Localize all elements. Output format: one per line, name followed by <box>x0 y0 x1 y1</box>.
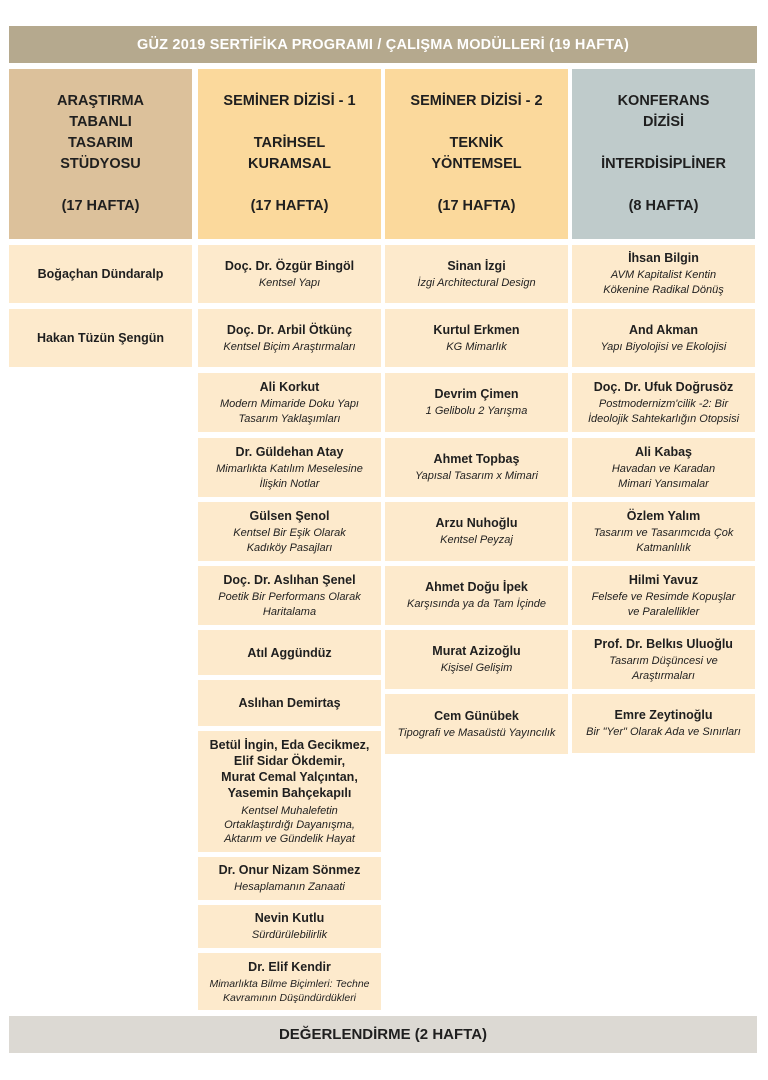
seminar1-item <box>198 566 381 625</box>
seminar1-item <box>198 680 381 726</box>
header-line: STÜDYOSU <box>60 156 141 172</box>
speaker-name: Gülsen Şenol <box>249 508 330 523</box>
seminar2-item <box>385 694 568 754</box>
talk-topic: Kentsel Yapı <box>258 276 321 289</box>
topic-line: Felsefe ve Resimde Kopuşlar <box>591 590 736 603</box>
talk-topic: Yapısal Tasarım x Mimari <box>415 470 538 482</box>
seminar1-item <box>198 245 381 303</box>
talk-topic <box>609 654 717 684</box>
topic-line: AVM Kapitalist Kentin <box>610 269 717 281</box>
seminar1-item <box>198 373 381 432</box>
speaker-name: Kurtul Erkmen <box>433 322 520 337</box>
speaker-name: Ali Korkut <box>259 379 320 394</box>
talk-topic <box>588 397 739 427</box>
name-line: Murat Cemal Yalçıntan, <box>221 770 358 784</box>
speaker-name: Atıl Aggündüz <box>247 645 332 660</box>
header-line: DİZİSİ <box>642 114 685 130</box>
speaker-name: Emre Zeytinoğlu <box>614 708 713 722</box>
studio-name: Boğaçhan Dündaralp <box>37 267 164 281</box>
conference-item <box>572 373 755 432</box>
conference-item <box>572 438 755 497</box>
program-title-bar <box>9 26 757 63</box>
evaluation-bar <box>9 1016 757 1053</box>
evaluation-label: DEĞERLENDİRME (2 HAFTA) <box>278 1026 488 1043</box>
speaker-name: Doç. Dr. Özgür Bingöl <box>224 258 355 273</box>
talk-topic <box>209 977 369 1005</box>
topic-line: Kökenine Radikal Dönüş <box>603 284 724 296</box>
speaker-name: Doç. Dr. Arbil Ötkünç <box>226 322 353 337</box>
talk-topic <box>224 804 355 846</box>
topic-line: İlişkin Notlar <box>259 477 320 490</box>
header-line: TEKNİK <box>449 135 504 151</box>
conference-item <box>572 245 755 303</box>
talk-topic: Bir "Yer" Olarak Ada ve Sınırları <box>586 726 741 738</box>
column-header-seminar-1 <box>198 69 381 239</box>
seminar2-item <box>385 373 568 432</box>
seminar1-item <box>198 857 381 900</box>
topic-line: Katmanlılık <box>636 541 691 554</box>
topic-line: Aktarım ve Gündelik Hayat <box>224 833 355 845</box>
topic-line: Tasarım ve Tasarımcıda Çok <box>593 526 734 539</box>
speaker-name: Dr. Güldehan Atay <box>235 444 344 459</box>
seminar2-item <box>385 438 568 497</box>
topic-line: Modern Mimaride Doku Yapı <box>220 397 359 410</box>
talk-topic <box>220 397 359 427</box>
speaker-name: Hilmi Yavuz <box>628 572 699 587</box>
seminar1-item <box>198 731 381 852</box>
column-header-conference <box>572 69 755 239</box>
talk-topic: KG Mimarlık <box>446 340 507 353</box>
speaker-name: Dr. Elif Kendir <box>248 959 331 974</box>
speaker-name: Prof. Dr. Belkıs Uluoğlu <box>594 636 733 651</box>
studio-item <box>9 245 192 303</box>
conference-item <box>572 630 755 689</box>
talk-topic <box>216 462 363 492</box>
header-line: TABANLI <box>69 114 132 130</box>
header-duration: (17 HAFTA) <box>61 198 140 214</box>
seminar1-item <box>198 905 381 948</box>
topic-line: Ortaklaştırdığı Dayanışma, <box>224 819 355 831</box>
talk-topic: Tipografi ve Masaüstü Yayıncılık <box>397 726 556 739</box>
conference-item <box>572 309 755 367</box>
talk-topic: Kentsel Biçim Araştırmaları <box>223 340 356 353</box>
studio-item <box>9 309 192 367</box>
topic-line: Tasarım Düşüncesi ve <box>609 654 718 667</box>
talk-topic <box>592 590 736 620</box>
speaker-name: Arzu Nuhoğlu <box>435 516 518 530</box>
header-duration: (17 HAFTA) <box>437 198 516 214</box>
column-header-studio <box>9 69 192 239</box>
topic-line: İdeolojik Sahtekarlığın Otopsisi <box>587 412 740 425</box>
header-line: YÖNTEMSEL <box>431 156 522 172</box>
topic-line: Mimarlıkta Bilme Biçimleri: Techne <box>209 977 370 990</box>
talk-topic <box>603 268 723 298</box>
seminar1-item <box>198 630 381 675</box>
speaker-name: Sinan İzgi <box>447 258 506 273</box>
speaker-name: Ahmet Doğu İpek <box>425 580 528 594</box>
speaker-name: Ahmet Topbaş <box>433 452 520 466</box>
talk-topic <box>612 462 715 492</box>
seminar1-item <box>198 502 381 561</box>
header-line: SEMİNER DİZİSİ - 2 <box>410 93 543 109</box>
speaker-name: Cem Günübek <box>434 708 519 723</box>
program-title: GÜZ 2019 SERTİFİKA PROGRAMI / ÇALIŞMA MODÜLLERİ (19 HAFTA) <box>137 36 629 53</box>
speaker-names <box>210 737 370 801</box>
name-line: Yasemin Bahçekapılı <box>227 786 352 800</box>
conference-item <box>572 566 755 625</box>
topic-line: Kentsel Muhalefetin <box>241 805 338 817</box>
speaker-name: Doç. Dr. Aslıhan Şenel <box>223 572 356 587</box>
seminar1-item <box>198 438 381 497</box>
talk-topic: Kentsel Peyzaj <box>440 534 513 546</box>
talk-topic: Hesaplamanın Zanaati <box>234 881 345 893</box>
speaker-name: Dr. Onur Nizam Sönmez <box>218 863 361 877</box>
header-line: SEMİNER DİZİSİ - 1 <box>223 93 356 109</box>
speaker-name: Özlem Yalım <box>626 508 701 523</box>
topic-line: Kavramının Düşündürdükleri <box>222 991 357 1004</box>
seminar2-item <box>385 502 568 561</box>
talk-topic: 1 Gelibolu 2 Yarışma <box>425 405 528 417</box>
conference-item <box>572 502 755 561</box>
topic-line: Poetik Bir Performans Olarak <box>218 590 361 603</box>
header-line: ARAŞTIRMA <box>57 93 144 109</box>
header-line: KURAMSAL <box>248 156 331 172</box>
talk-topic: Kişisel Gelişim <box>440 662 513 674</box>
topic-line: Havadan ve Karadan <box>611 462 716 475</box>
seminar1-item <box>198 309 381 367</box>
topic-line: Mimarlıkta Katılım Meselesine <box>216 462 363 475</box>
talk-topic: Yapı Biyolojisi ve Ekolojisi <box>600 340 727 353</box>
seminar2-item <box>385 309 568 367</box>
topic-line: Kadıköy Pasajları <box>246 541 333 554</box>
speaker-name: Devrim Çimen <box>434 387 519 401</box>
topic-line: Haritalama <box>262 605 317 618</box>
header-duration: (17 HAFTA) <box>250 198 329 214</box>
speaker-name: Nevin Kutlu <box>254 911 325 925</box>
column-header-seminar-2 <box>385 69 568 239</box>
speaker-name: Ali Kabaş <box>635 444 692 459</box>
topic-line: Kentsel Bir Eşik Olarak <box>233 526 346 539</box>
seminar1-item <box>198 953 381 1010</box>
speaker-name: Murat Azizoğlu <box>432 644 521 658</box>
header-duration: (8 HAFTA) <box>628 198 699 214</box>
talk-topic: İzgi Architectural Design <box>417 276 536 289</box>
talk-topic <box>218 590 360 620</box>
header-line: İNTERDİSİPLİNER <box>601 156 726 172</box>
header-line: TASARIM <box>68 135 133 151</box>
seminar2-item <box>385 245 568 303</box>
topic-line: Mimari Yansımalar <box>618 477 709 490</box>
speaker-name: Aslıhan Demirtaş <box>238 696 341 710</box>
talk-topic <box>594 526 734 556</box>
conference-item <box>572 694 755 753</box>
topic-line: Araştırmaları <box>632 669 695 682</box>
name-line: Betül İngin, Eda Gecikmez, <box>209 738 370 752</box>
speaker-name: And Akman <box>629 322 698 337</box>
topic-line: Tasarım Yaklaşımları <box>238 412 341 425</box>
header-line: KONFERANS <box>617 93 710 109</box>
seminar2-item <box>385 566 568 625</box>
seminar2-item <box>385 630 568 689</box>
talk-topic <box>233 526 345 556</box>
topic-line: Postmodernizm'cilik -2: Bir <box>598 397 729 410</box>
speaker-name: Doç. Dr. Ufuk Doğrusöz <box>593 379 734 394</box>
topic-line: ve Paralellikler <box>627 605 700 618</box>
talk-topic: Karşısında ya da Tam İçinde <box>406 598 546 610</box>
studio-name: Hakan Tüzün Şengün <box>36 331 165 345</box>
speaker-name: İhsan Bilgin <box>628 251 699 265</box>
name-line: Elif Sidar Ökdemir, <box>233 754 346 768</box>
talk-topic: Sürdürülebilirlik <box>251 929 328 941</box>
header-line: TARİHSEL <box>253 135 326 151</box>
